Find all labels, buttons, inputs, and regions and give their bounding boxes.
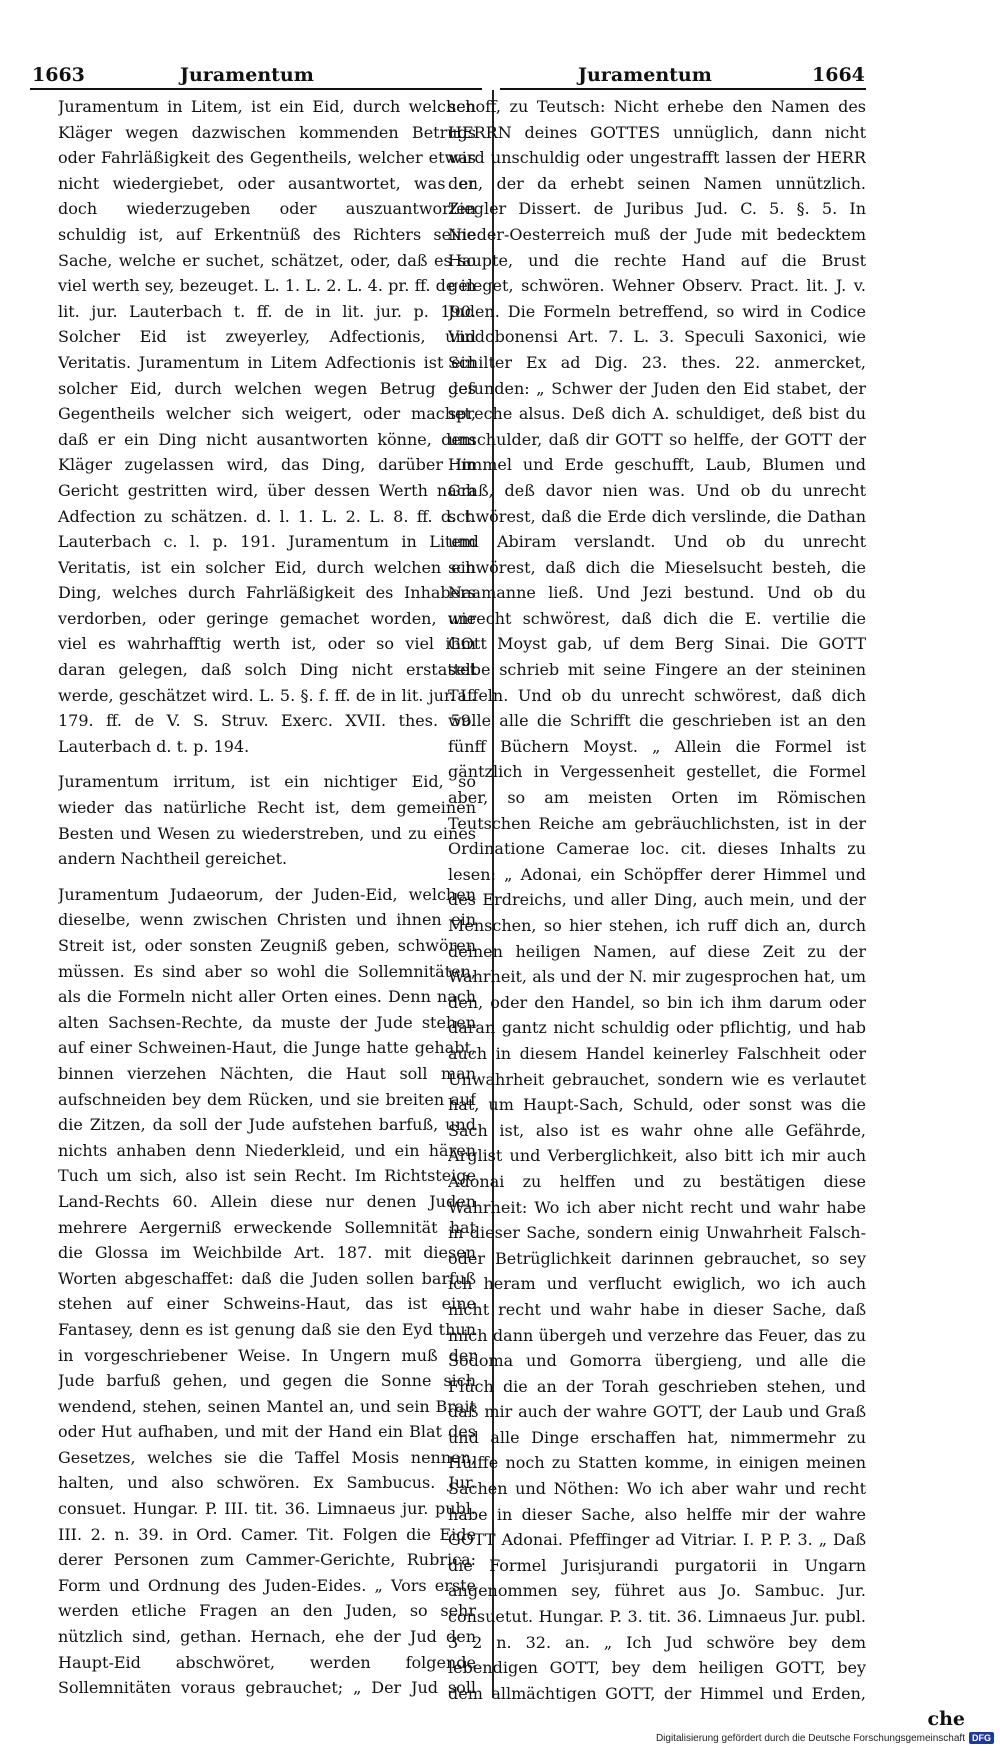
right-running-title: Juramentum [578,64,712,86]
left-column [58,94,476,1702]
right-column [448,94,866,1702]
entry-juramentum-in-litem: Juramentum in Litem, ist ein Eid, durch welchen Kläger wegen dazwischen kommenden Betrugs oder Fahrläßigkeit des Gegentheils, welcher etwas nicht wiedergiebet, oder ausantwortet, was er doch wiederzugeben oder auszuantworten schuldig ist, auf Erkentnüß des Richters seine Sache, welche er suchet, schätzet, oder, daß es so viel werth sey, bezeuget. L. 1. L. 2. L. 4. pr. ff. de in lit. jur. Lauterbach t. ff. de in lit. jur. p. 190. Solcher Eid ist zweyerley, Adfectionis, und Veritatis. Juramentum in Litem Adfectionis ist ein solcher Eid, durch welchen wegen Betrug des Gegentheils welcher sich weigert, oder machet, daß er ein Ding nicht ausantworten könne, dem Kläger zugelassen wird, das Ding, darüber im Gericht gestritten wird, über dessen Werth nach Adfection zu schätzen. d. l. 1. L. 2. L. 8. ff. d. t. Lauterbach c. l. p. 191. Juramentum in Litem Veritatis, ist ein solcher Eid, durch welchen ein Ding, welches durch Fahrläßigkeit des Inhabers verdorben, oder geringe gemachet worden, wie viel es wahrhafftig werth ist, oder so viel ihm daran gelegen, daß solch Ding nicht erstattet werde, geschätzet wird. L. 5. §. f. ff. de in lit. jur. L. 179. ff. de V. S. Struv. Exerc. XVII. thes. 59. Lauterbach d. t. p. 194. [58,97,476,756]
left-header-rule [30,88,482,90]
left-page-number: 1663 [32,64,85,86]
entry-continuation: schoff, zu Teutsch: Nicht erhebe den Namen des HERRN deines GOTTES unnüglich, dann nicht wird unschuldig oder ungestrafft lassen der HERR den, der da erhebt seinen Namen unnützlich. Ziegler Dissert. de Juribus Jud. C. 5. §. 5. In Nieder-Oesterreich muß der Jude mit bedecktem Haupte, und die rechte Hand auf die Brust geleget, schwören. Wehner Observ. Pract. lit. J. v. Juden. Die Formeln betreffend, so wird in Codice Vindobonensi Art. 7. L. 3. Speculi Saxonici, wie Schilter Ex ad Dig. 23. thes. 22. anmercket, gefunden: „ Schwer der Juden den Eid stabet, der spreche alsus. Deß dich A. schuldiget, deß bist du unschulder, daß dir GOTT so helffe, der GOTT der Himmel und Erde geschufft, Laub, Blumen und Graß, deß davor nien was. Und ob du unrecht schwörest, daß die Erde dich verslinde, die Dathan und Abiram verslandt. Und ob du unrecht schwörest, daß dich die Mieselsucht besteh, die Naamanne ließ. Und Jezi bestund. Und ob du unrecht schwörest, daß dich die E. vertilie die GOtt Moyst gab, uf dem Berg Sinai. Die GOTT selbe schrieb mit seine Fingere an der steininen Taffeln. Und ob du unrecht schwörest, daß dich wolle alle die Schrifft die geschrieben ist an den fünff Büchern Moyst. „ Allein die Formel ist gäntzlich in Vergessenheit gestellet, die Formel aber, so am meisten Orten im Römischen Teutschen Reiche am gebräuchlichsten, ist in der Ordinatione Camerae loc. cit. dieses Inhalts zu lesen: „ Adonai, ein Schöpffer derer Himmel und des Erdreichs, und aller Ding, auch mein, und der Menschen, so hier stehen, ich ruff dich an, durch deinen heiligen Namen, auf diese Zeit zu der Wahrheit, als und der N. mir zugesprochen hat, um den, oder den Handel, so bin ich ihm darum oder daran gantz nicht schuldig oder pflichtig, und hab auch in diesem Handel keinerley Falschheit oder Unwahrheit gebrauchet, sondern wie es verlautet hat, um Haupt-Sach, Schuld, oder sonst was die Sach ist, also ist es wahr ohne alle Gefährde, Arglist und Verberglichkeit, also bitt ich mir auch Adonai zu helffen und zu bestätigen diese Wahrheit: Wo ich aber nicht recht und wahr habe in dieser Sache, sondern einig Unwahrheit Falsch- oder Betrüglichkeit darinnen gebrauchet, so sey ich heram und verflucht ewiglich, wo ich auch nicht recht und wahr habe in dieser Sache, daß mich dann übergeh und verzehre das Feuer, das zu Sodoma und Gomorra übergieng, und alle die Flüch die an der Torah geschrieben stehen, und daß mir auch der wahre GOTT, der Laub und Graß und alle Dinge erschaffen hat, nimmermehr zu Hülffe noch zu Statten komme, in einigen meinen Sachen und Nöthen: Wo ich aber wahr und recht habe in dieser Sache, also helffe mir der wahre GOTT Adonai. Pfeffinger ad Vitriar. I. P. P. 3. „ Daß die Formel Jurisjurandi purgatorii in Ungarn angenommen sey, führet aus Jo. Sambuc. Jur. consuetut. Hungar. P. 3. tit. 36. Limnaeus Jur. publ. 3 2 n. 32. an. „ Ich Jud schwöre bey dem lebendigen GOTT, bey dem heiligen GOTT, bey dem allmächtigen GOTT, der Himmel und Erden, [448,97,866,1702]
dfg-logo-icon: DFG [969,1732,994,1744]
digitization-footer [656,1732,994,1744]
entry-juramentum-irritum: Juramentum irritum, ist ein nichtiger Eid, so wieder das natürliche Recht ist, dem gemeinen Besten und Wesen zu wiederstreben, und zu eines andern Nachtheil gereichet. [58,772,476,869]
entry-juramentum-judaeorum: Juramentum Judaeorum, der Juden-Eid, welchen dieselbe, wenn zwischen Christen und ihnen ein Streit ist, oder sonsten Zeugniß geben, schwören müssen. Es sind aber so wohl die Sollemnitäten, als die Formeln nicht aller Orten eines. Denn nach alten Sachsen-Rechte, da muste der Jude stehen auf einer Schweinen-Haut, die Junge hatte gehabt, binnen vierzehen Nächten, die Haut soll man aufschneiden bey dem Rücken, und sie breiten auf die Zitzen, da soll der Jude aufstehen barfuß, und nichts anhaben denn Niederkleid, und ein hären Tuch um sich, also ist sein Recht. Im Richtsteige Land-Rechts 60. Allein diese nur denen Juden mehrere Aergerniß erweckende Sollemnität hat die Glossa im Weichbilde Art. 187. mit diesen Worten abgeschaffet: daß die Juden sollen barfuß stehen auf einer Schweins-Haut, das ist eine Fantasey, denn es ist genung daß sie den Eyd thun in vorgeschriebener Weise. In Ungern muß der Jude barfuß gehen, und gegen die Sonne sich wendend, stehen, seinen Mantel an, und sein Brait oder Hut aufhaben, und mit der Hand ein Blat des Gesetzes, welches sie die Taffel Mosis nennen, halten, und also schwören. Ex Sambucus. Jur. consuet. Hungar. P. III. tit. 36. Limnaeus jur. publ. III. 2. n. 39. in Ord. Camer. Tit. Folgen die Eide derer Personen zum Cammer-Gerichte, Rubrica: Form und Ordnung des Juden-Eides. „ Vors erste werden etliche Fragen an den Juden, so sehr nützlich sind, gethan. Hernach, ehe der Jud den Haupt-Eid abschwöret, werden folgende Sollemnitäten voraus gebrauchet; „ Der Jud soll [58,884,476,1698]
right-header-rule [500,88,866,90]
footer-text: Digitalisierung gefördert durch die Deutsche Forschungsgemeinschaft [655,1732,965,1744]
left-running-title: Juramentum [180,64,314,86]
right-page-number: 1664 [812,64,865,86]
catchword: che [927,1708,965,1730]
